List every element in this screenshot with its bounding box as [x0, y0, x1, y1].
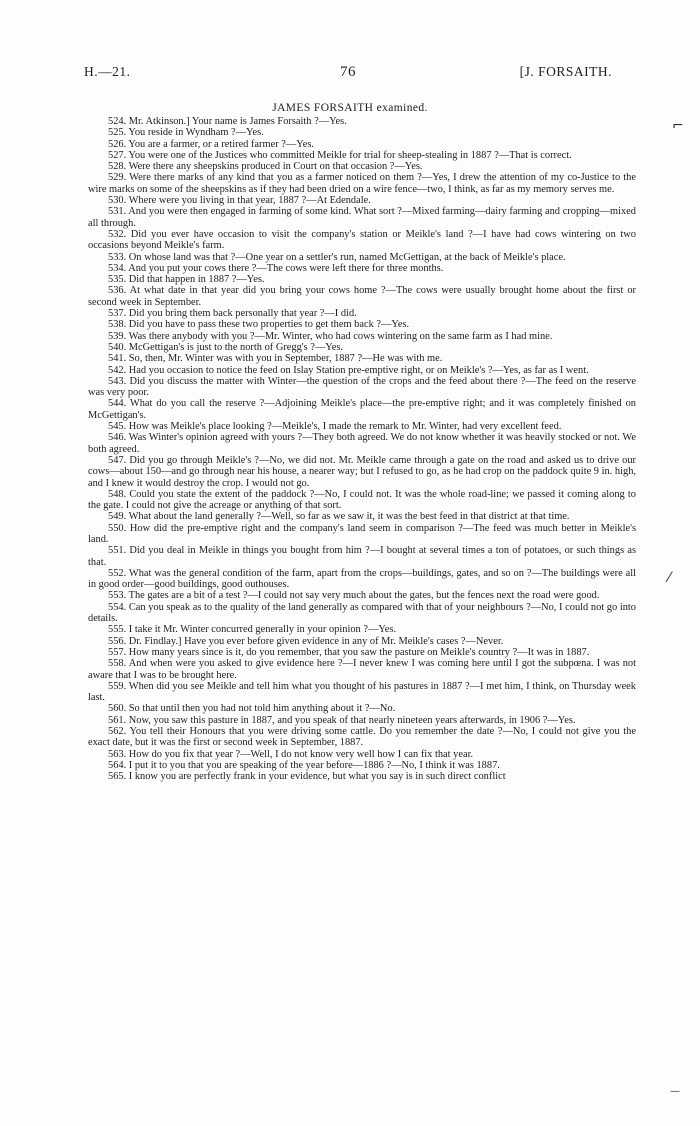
question-paragraph: 550. How did the pre-emptive right and the company's land seem in comparison ?—The feed was much better in Meikle's land. [88, 522, 636, 545]
question-paragraph: 547. Did you go through Meikle's ?—No, we did not. Mr. Meikle came through a gate on the road and asked us to drive our cows—about 150—and go through near his house, a nearer way; but I refused to go, as he had crop on the paddock quite 9 in. high, and I knew it would destroy the crop. I would not go. [88, 454, 636, 489]
question-paragraph: 554. Can you speak as to the quality of the land generally as compared with that of your neighbours ?—No, I could not go into details. [88, 601, 636, 625]
question-paragraph: 562. You tell their Honours that you were driving some cattle. Do you remember the date ?—No, I could not give you the exact date, but it was the first or second week in September, 1887. [88, 726, 636, 749]
question-paragraph: 524. Mr. Atkinson.] Your name is James Forsaith ?—Yes. [108, 116, 347, 127]
question-paragraph: 546. Was Winter's opinion agreed with yours ?—They both agreed. We do not know whether it was heavily stocked or not. We both agreed. [88, 432, 636, 455]
question-paragraph: 560. So that until then you had not told him anything about it ?—No. [108, 703, 396, 715]
question-paragraph: 552. What was the general condition of the farm, apart from the crops—buildings, gates, and so on ?—The buildings were all in good order—good buildings, good outhouses. [88, 567, 636, 591]
header-left: H.—21. [84, 64, 131, 79]
question-paragraph: 553. The gates are a bit of a test ?—I could not say very much about the gates, but the fences next the road were good. [108, 590, 600, 602]
question-paragraph: 534. And you put your cows there ?—The cows were left there for three months. [108, 262, 444, 274]
question-paragraph: 544. What do you call the reserve ?—Adjoining Meikle's place—the pre-emptive right; and it was completely finished on McGettigan's. [88, 398, 636, 421]
question-paragraph: 563. How do you fix that year ?—Well, I do not know very well how I can fix that year. [108, 748, 474, 760]
question-paragraph: 539. Was there anybody with you ?—Mr. Winter, who had cows wintering on the same farm as I had mine. [108, 330, 553, 342]
question-paragraph: 549. What about the land generally ?—Well, so far as we saw it, it was the best feed in that district at that time. [108, 511, 570, 523]
page-number: 76 [340, 64, 356, 80]
question-paragraph: 528. Were there any sheepskins produced in Court on that occasion ?—Yes. [108, 161, 423, 173]
question-paragraph: 529. Were there marks of any kind that you as a farmer noticed on them ?—Yes, I drew the attention of my co-Justice to the wire marks on some of the sheepskins as if they had been dried on a wire fence—two, I think, as far as my memory serves me. [88, 172, 636, 195]
question-paragraph: 530. Where were you living in that year, 1887 ?—At Edendale. [108, 195, 371, 207]
question-paragraph: 542. Had you occasion to notice the feed on Islay Station pre-emptive right, or on Meikle's ?—Yes, as far as I went. [108, 364, 589, 376]
question-paragraph: 540. McGettigan's is just to the north of Gregg's ?—Yes. [108, 341, 344, 353]
question-paragraph: 559. When did you see Meikle and tell him what you thought of his pastures in 1887 ?—I met him, I think, on Thursday week last. [88, 680, 636, 704]
section-title: JAMES FORSAITH examined. [272, 102, 428, 114]
question-paragraph: 555. I take it Mr. Winter concurred generally in your opinion ?—Yes. [108, 624, 397, 636]
question-paragraph: 533. On whose land was that ?—One year on a settler's run, named McGettigan, at the back of Meikle's place. [108, 251, 566, 263]
margin-mark-icon: — [670, 1086, 680, 1097]
question-paragraph: 538. Did you have to pass these two properties to get them back ?—Yes. [108, 319, 410, 331]
question-paragraph: 532. Did you ever have occasion to visit the company's station or Meikle's land ?—I have had cows wintering on two occasions beyond Meikle's farm. [88, 228, 636, 252]
question-paragraph: 527. You were one of the Justices who committed Meikle for trial for sheep-stealing in 1887 ?—That is correct. [108, 149, 572, 161]
question-paragraph: 541. So, then, Mr. Winter was with you in September, 1887 ?—He was with me. [108, 353, 443, 365]
question-paragraph: 558. And when were you asked to give evidence here ?—I never knew I was coming here until I got the subpœna. I was not aware that I was to be brought here. [88, 658, 636, 681]
question-paragraph: 535. Did that happen in 1887 ?—Yes. [108, 274, 265, 286]
header-right: [J. FORSAITH. [519, 64, 612, 79]
question-paragraph: 543. Did you discuss the matter with Winter—the question of the crops and the feed about there ?—The feed on the reserve was very poor. [88, 375, 636, 399]
question-paragraph: 537. Did you bring them back personally that year ?—I did. [108, 308, 357, 320]
question-paragraph: 564. I put it to you that you are speaking of the year before—1886 ?—No, I think it was 1887. [108, 759, 500, 771]
margin-mark-icon: ⁄ [668, 570, 671, 586]
question-paragraph: 551. Did you deal in Meikle in things you bought from him ?—I bought at several times a ton of potatoes, or such things as that. [88, 545, 636, 568]
question-paragraph: 536. At what date in that year did you bring your cows home ?—The cows were usually brought home about the first or second week in September. [88, 285, 636, 308]
question-paragraph: 525. You reside in Wyndham ?—Yes. [108, 127, 264, 139]
question-paragraph: 565. I know you are perfectly frank in your evidence, but what you say is in such direct conflict [108, 771, 506, 783]
question-paragraph: 556. Dr. Findlay.] Have you ever before given evidence in any of Mr. Meikle's cases ?—Never. [108, 635, 504, 647]
question-paragraph: 531. And you were then engaged in farming of some kind. What sort ?—Mixed farming—dairy farming and cropping—mixed all through. [88, 206, 636, 229]
question-paragraph: 545. How was Meikle's place looking ?—Meikle's, I made the remark to Mr. Winter, had very excellent feed. [108, 421, 562, 433]
margin-mark-icon: ⌐ [672, 118, 684, 134]
evidence-body [88, 116, 636, 783]
question-paragraph: 548. Could you state the extent of the paddock ?—No, I could not. It was the whole road-line; we passed it coming along to the gate. I could not give the acreage or anything of that sort. [88, 488, 636, 512]
question-paragraph: 557. How many years since is it, do you remember, that you saw the pasture on Meikle's country ?—It was in 1887. [108, 646, 590, 658]
question-paragraph: 561. Now, you saw this pasture in 1887, and you speak of that nearly nineteen years afterwards, in 1906 ?—Yes. [108, 714, 576, 726]
question-paragraph: 526. You are a farmer, or a retired farmer ?—Yes. [108, 138, 314, 150]
